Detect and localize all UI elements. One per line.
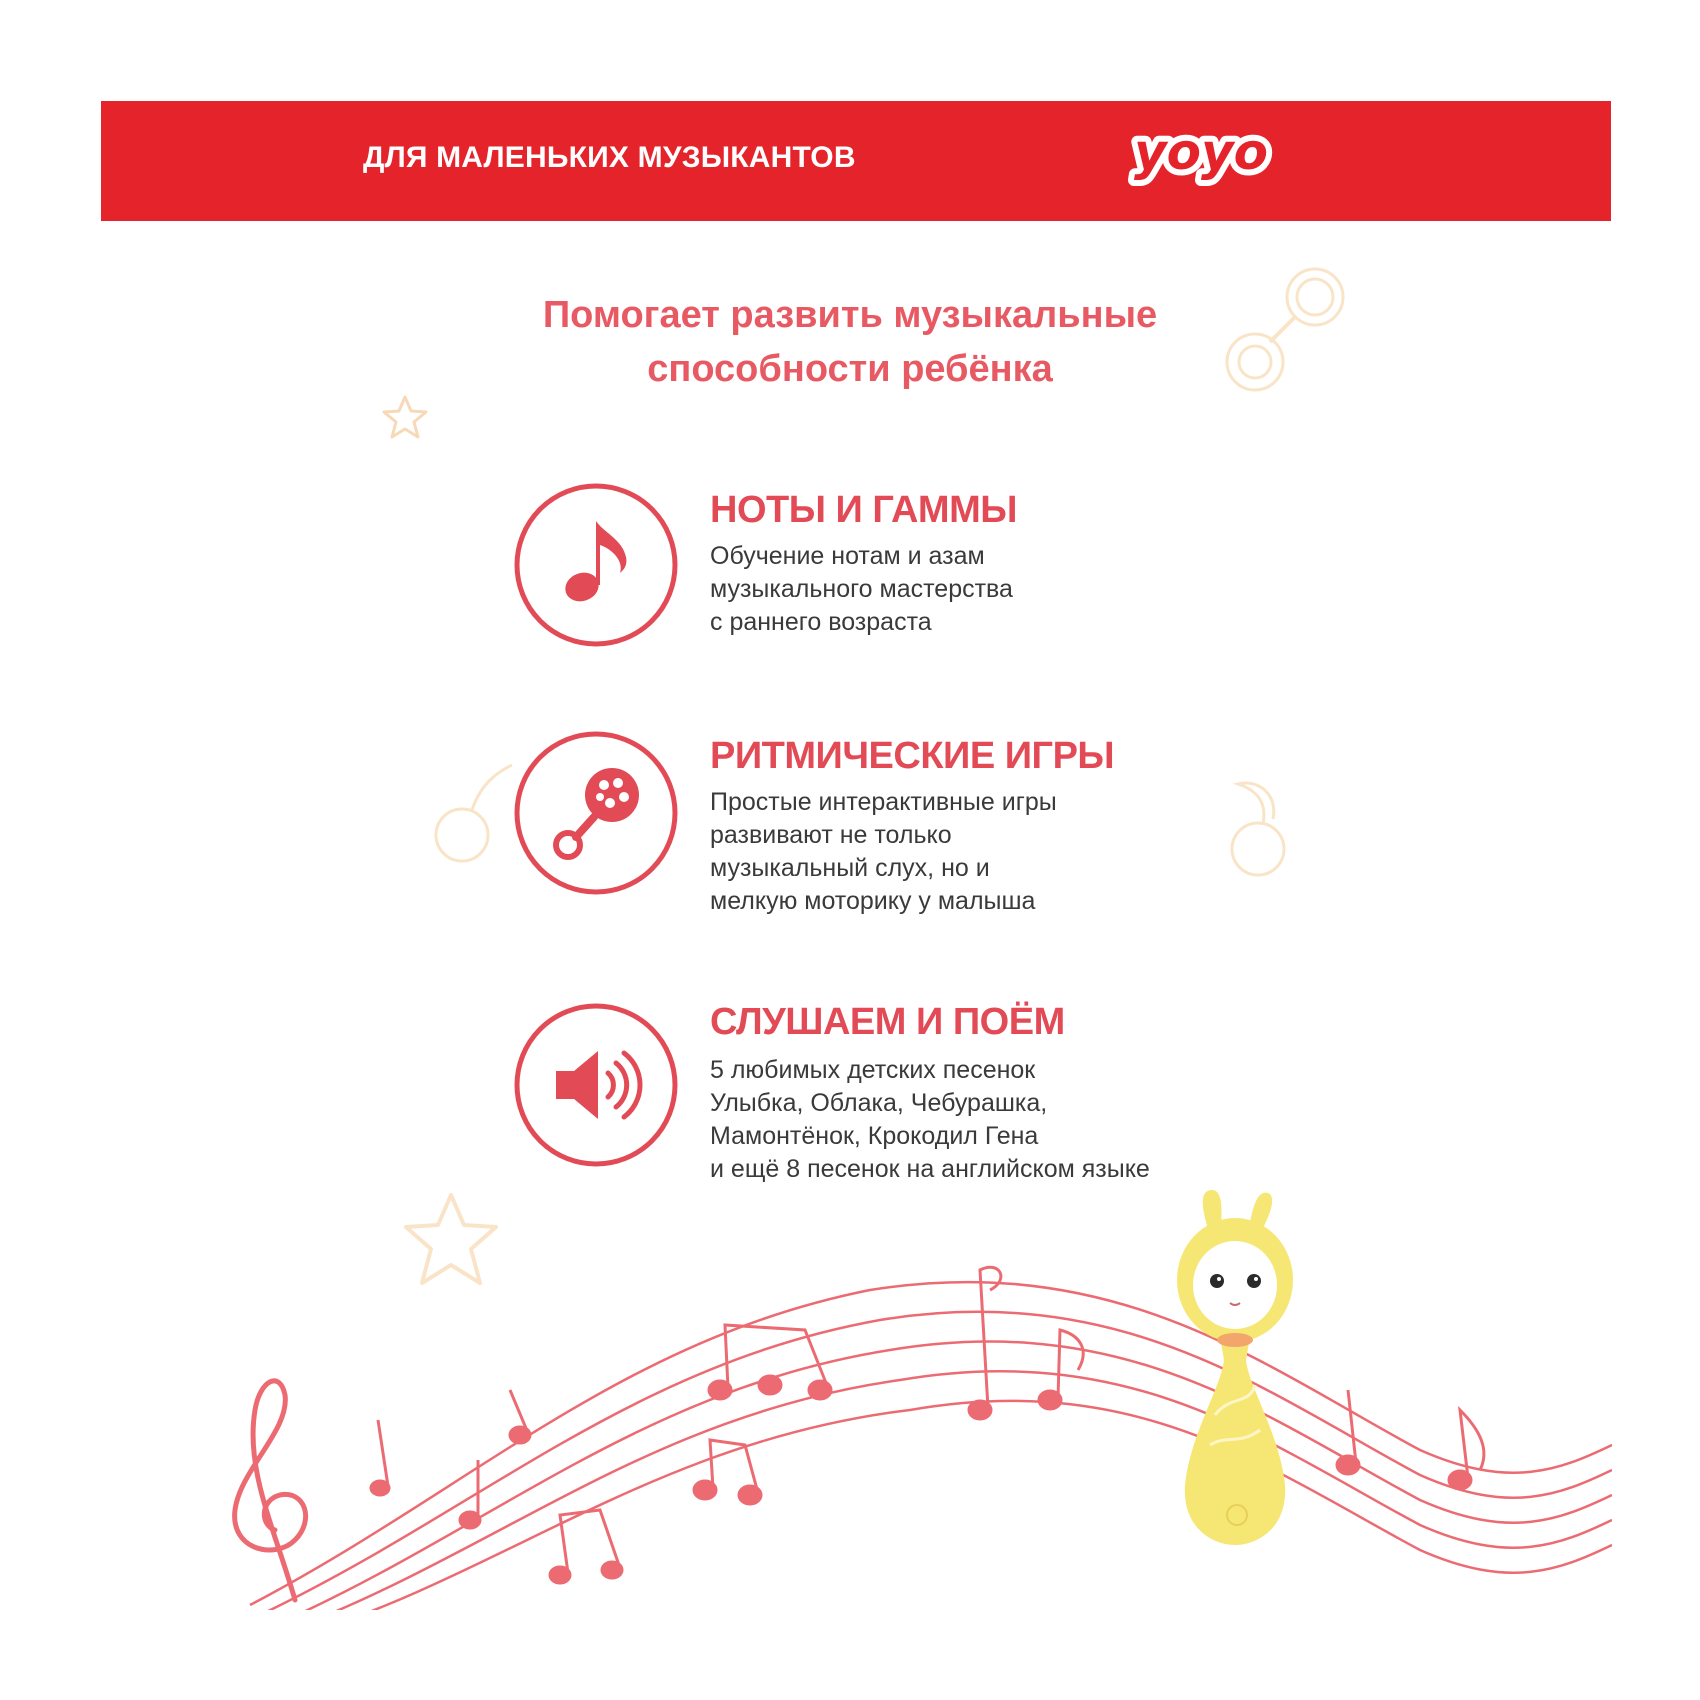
- headline: [350, 288, 1350, 396]
- banner-tagline: ДЛЯ МАЛЕНЬКИХ МУЗЫКАНТОВ: [363, 141, 856, 174]
- music-note-icon: [512, 481, 680, 649]
- feature-rhythm: [512, 729, 1412, 915]
- music-staff-illustration: [220, 1230, 1612, 1610]
- feature-notes: [512, 481, 1412, 651]
- top-banner: [101, 101, 1611, 221]
- star-decoration-small: [380, 392, 430, 442]
- treble-clef: [235, 1381, 306, 1600]
- bunny-toy-illustration: [1160, 1185, 1310, 1555]
- cherry-decoration-left: [432, 760, 522, 870]
- feature-description: Обучение нотам и азам музыкального мастерства с раннего возраста: [710, 542, 1013, 636]
- feature-title: СЛУШАЕМ И ПОЁМ: [710, 1001, 1065, 1043]
- headline-line-1: Помогает развить музыкальные: [542, 294, 1158, 336]
- feature-songs: [512, 1001, 1412, 1183]
- feature-description: 5 любимых детских песенок Улыбка, Облака, Чебурашка, Мамонтёнок, Крокодил Гена и ещё 8 песенок на английском языке: [710, 1056, 1150, 1183]
- feature-description: Простые интерактивные игры развивают не только музыкальный слух, но и мелкую моторику у малыша: [710, 788, 1057, 915]
- speaker-icon: [512, 1001, 680, 1169]
- rattle-icon: [512, 729, 680, 897]
- yoyo-logo: [1111, 111, 1291, 191]
- svg-text:yoyo: yoyo: [1134, 123, 1268, 181]
- feature-title: РИТМИЧЕСКИЕ ИГРЫ: [710, 735, 1115, 777]
- headline-line-2: способности ребёнка: [647, 348, 1053, 390]
- feature-title: НОТЫ И ГАММЫ: [710, 489, 1017, 531]
